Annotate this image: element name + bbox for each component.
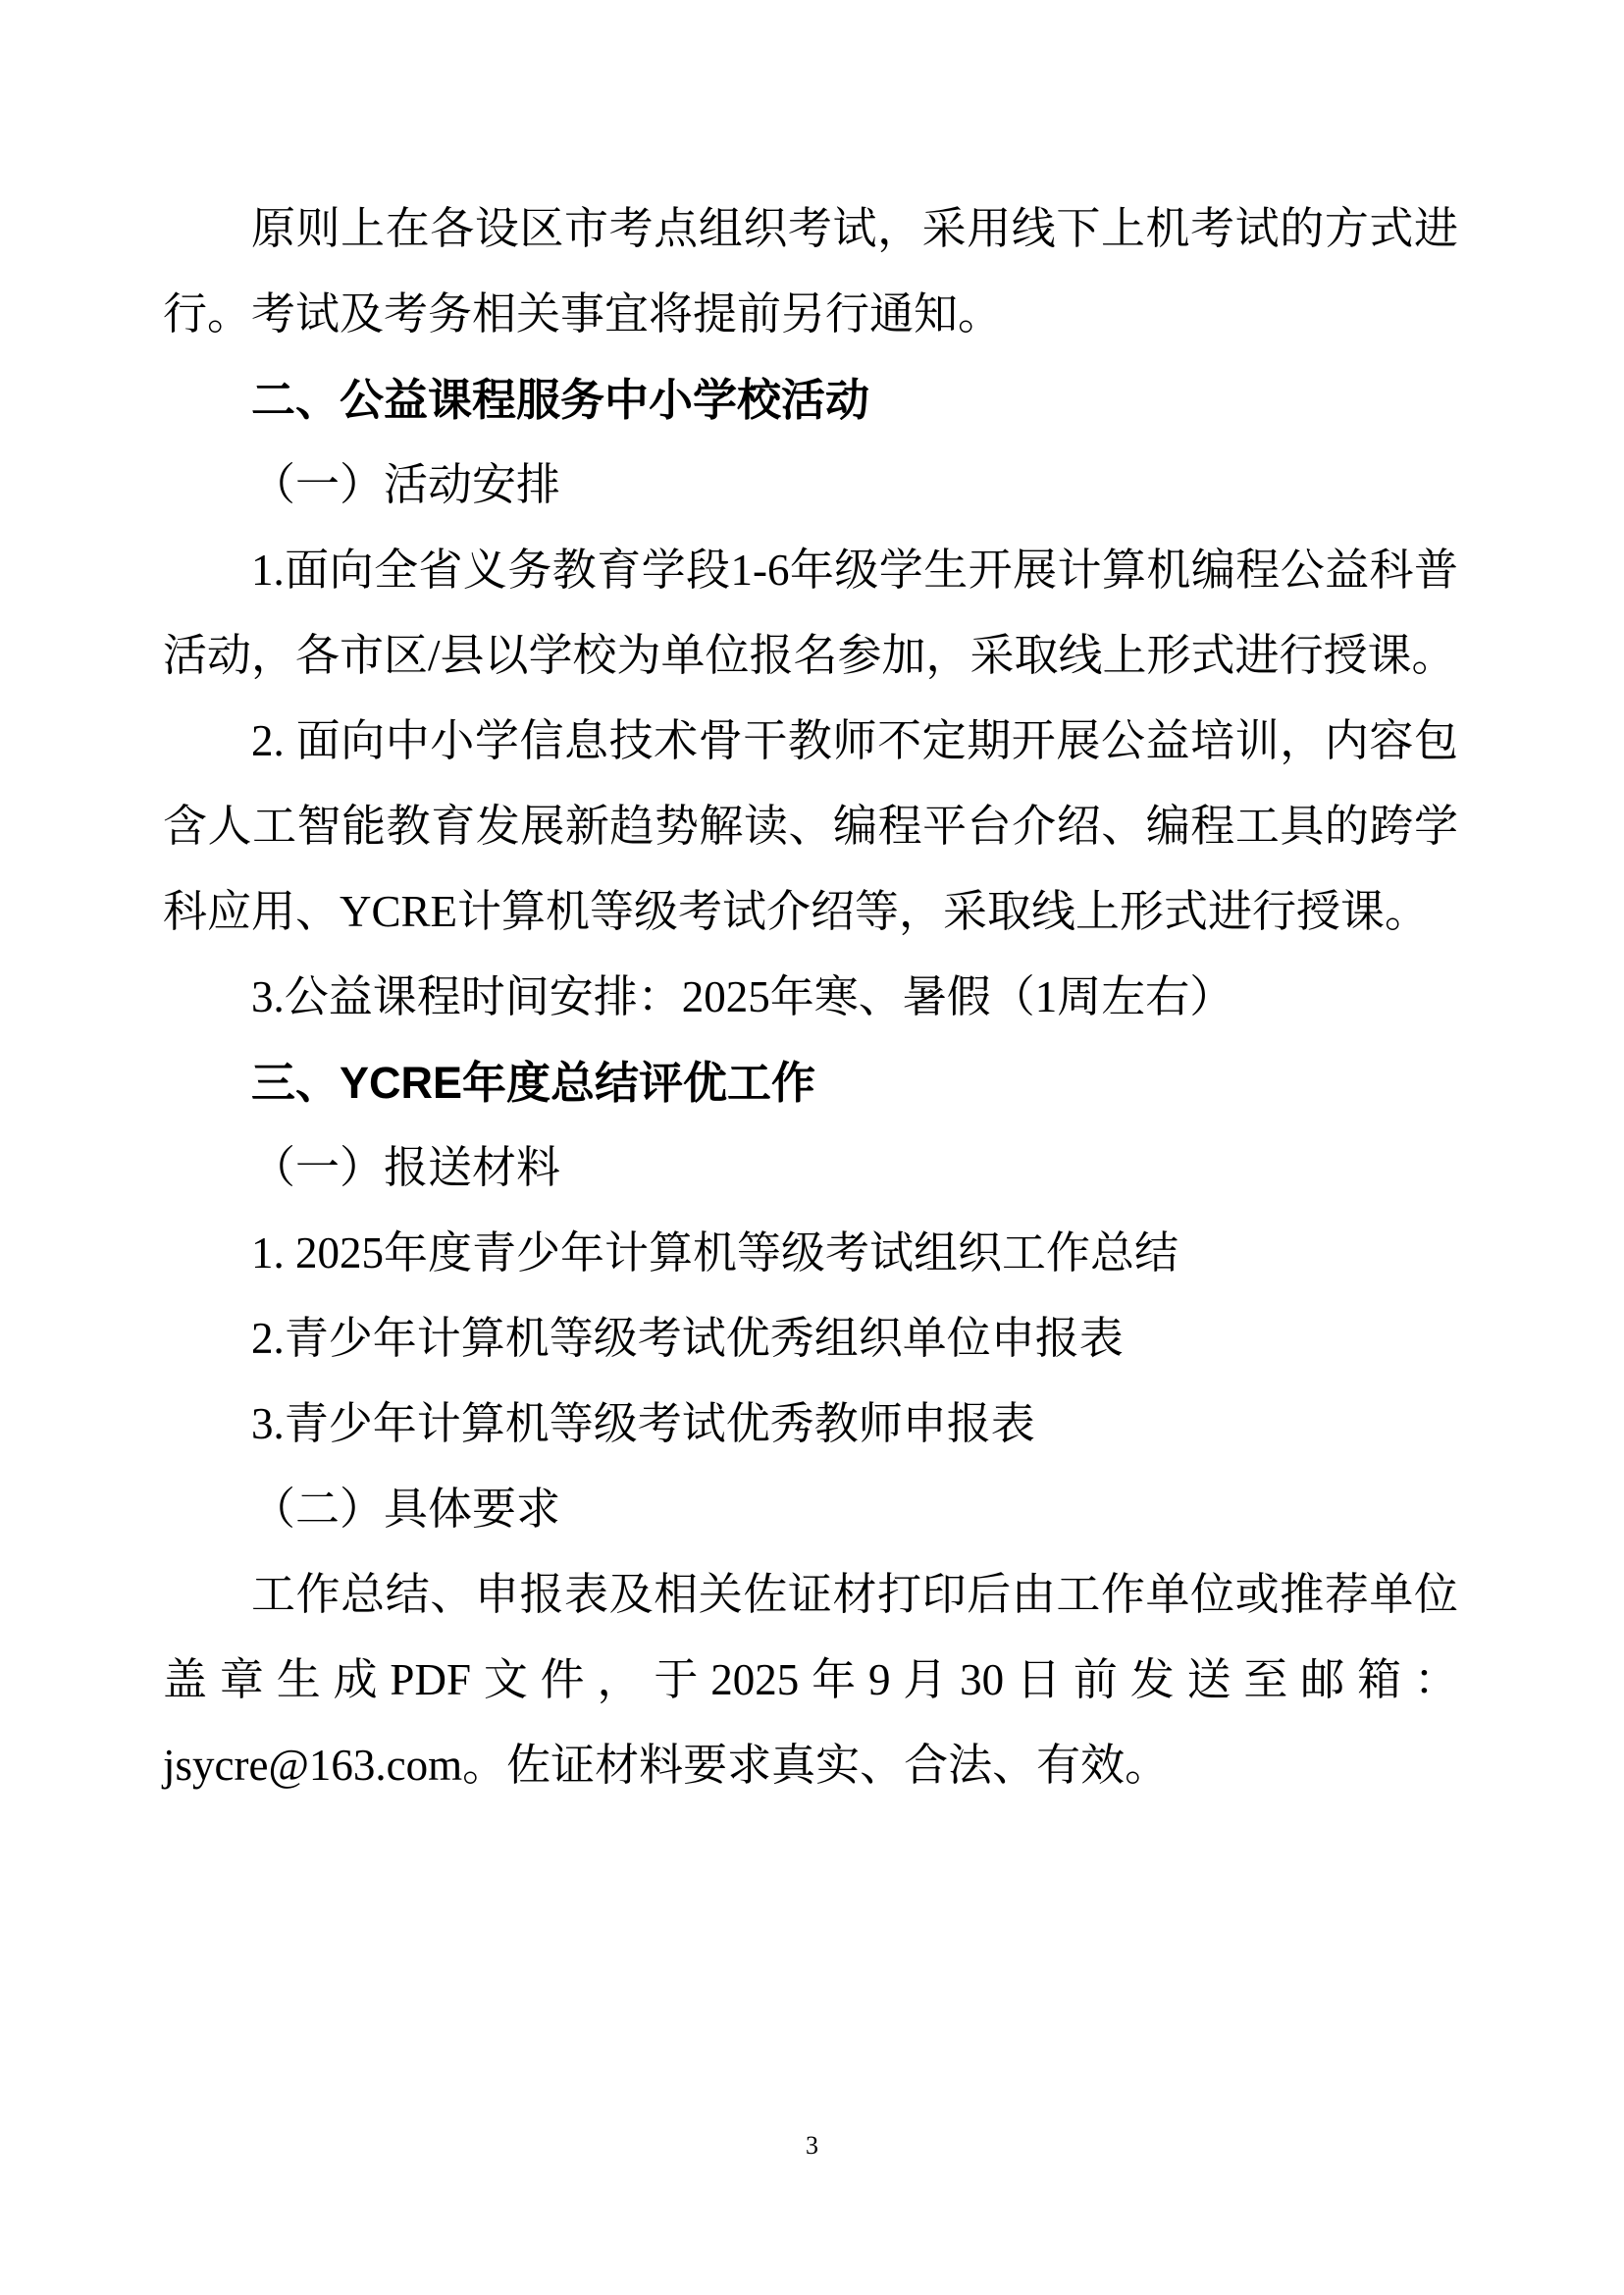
paragraph-requirements-part-1: 工作总结、申报表及相关佐证材打印后由工作单位或推荐单位盖章生成PDF文件，于2025年9月30日前发送至邮箱：	[163, 1570, 1458, 1704]
paragraph-activity-item-2: 2. 面向中小学信息技术骨干教师不定期开展公益培训，内容包含人工智能教育发展新趋势解读、编程平台介绍、编程工具的跨学科应用、YCRE计算机等级考试介绍等，采取线上形式进行授课。	[163, 716, 1458, 936]
paragraph-activity-item-3: 3.公益课程时间安排：2025年寒、暑假（1周左右）	[251, 972, 1234, 1021]
paragraph-exam-arrangement: 原则上在各设区市考点组织考试，采用线下上机考试的方式进行。考试及考务相关事宜将提前另行通知。	[163, 204, 1458, 339]
subheading-submit-materials: （一）报送材料	[251, 1143, 561, 1192]
paragraph-material-item-1: 1. 2025年度青少年计算机等级考试组织工作总结	[251, 1228, 1179, 1278]
subheading-activity-plan: （一）活动安排	[251, 460, 561, 509]
paragraph-material-item-2: 2.青少年计算机等级考试优秀组织单位申报表	[251, 1314, 1124, 1363]
page-number: 3	[806, 2131, 818, 2160]
paragraph-material-item-3: 3.青少年计算机等级考试优秀教师申报表	[251, 1399, 1035, 1448]
paragraph-activity-item-1: 1.面向全省义务教育学段1-6年级学生开展计算机编程公益科普活动，各市区/县以学校为单位报名参加，采取线上形式进行授课。	[163, 546, 1458, 680]
paragraph-requirements-part-2-email: jsycre@163.com。佐证材料要求真实、合法、有效。	[163, 1741, 1170, 1790]
subheading-specific-requirements: （二）具体要求	[251, 1485, 561, 1534]
document-body	[163, 186, 1458, 1808]
heading-section-3: 三、YCRE年度总结评优工作	[251, 1058, 816, 1108]
heading-section-2: 二、公益课程服务中小学校活动	[251, 375, 870, 425]
